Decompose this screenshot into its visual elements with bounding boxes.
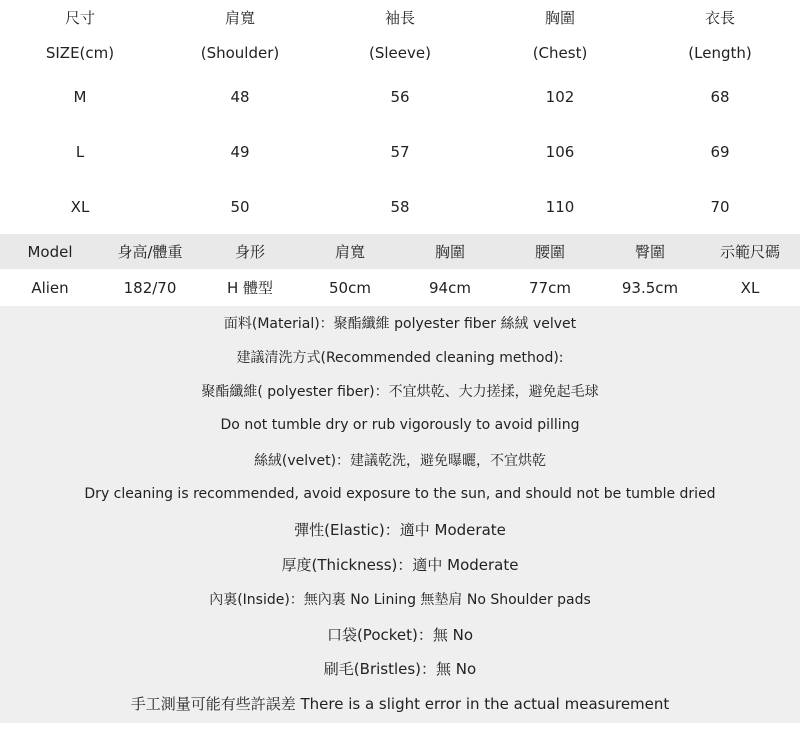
length-cell: 68 — [710, 88, 730, 106]
size-header-en: SIZE(cm) — [45, 43, 115, 62]
length-cell: 70 — [710, 198, 730, 216]
material-note: 面料(Material)：聚酯纖維 polyester fiber 絲絨 velvet — [223, 316, 577, 332]
size-header-zh: 尺寸 — [64, 9, 95, 27]
velvet-care-note-en: Dry cleaning is recommended, avoid exposure to the sun, and should not be tumble dried — [84, 486, 716, 502]
bristles-note: 刷毛(Bristles)：無 No — [323, 659, 477, 678]
velvet-care-note: 絲絨(velvet)：建議乾洗，避免曝曬，不宜烘乾 — [253, 453, 547, 469]
chest-header-en: (Chest) — [532, 43, 588, 62]
model-header-cell: 示範尺碼 — [719, 243, 780, 261]
sleeve-header-zh: 袖長 — [384, 9, 415, 27]
model-cell: 77cm — [529, 278, 571, 297]
sleeve-header-en: (Sleeve) — [369, 43, 431, 62]
model-cell: 50cm — [329, 278, 371, 297]
size-table-body — [0, 70, 800, 234]
polyester-care-note-en: Do not tumble dry or rub vigorously to avoid pilling — [220, 417, 580, 433]
model-header-cell: 臀圍 — [634, 243, 665, 261]
table-row — [0, 180, 800, 234]
length-header-en: (Length) — [688, 43, 752, 62]
sleeve-cell: 58 — [390, 198, 410, 216]
model-cell: 94cm — [429, 278, 471, 297]
chest-cell: 102 — [545, 88, 575, 106]
pocket-note: 口袋(Pocket)：無 No — [326, 625, 474, 644]
model-cell: H 體型 — [226, 279, 274, 297]
model-cell: XL — [740, 278, 760, 297]
model-header-cell: 身高/體重 — [117, 243, 183, 261]
chest-header-zh: 胸圍 — [544, 9, 575, 27]
inside-note: 內裏(Inside)：無內裏 No Lining 無墊肩 No Shoulder pads — [209, 592, 591, 608]
sleeve-cell: 56 — [390, 88, 410, 106]
model-header-cell: 肩寬 — [334, 243, 365, 261]
thickness-note: 厚度(Thickness)：適中 Moderate — [281, 555, 519, 574]
size-header-zh-row — [0, 0, 800, 35]
size-cell: M — [73, 88, 87, 106]
size-cell: L — [75, 143, 85, 161]
size-header-en-row — [0, 35, 800, 70]
table-row — [0, 70, 800, 124]
model-header-cell: 身形 — [234, 243, 265, 261]
size-cell: XL — [70, 198, 90, 216]
elastic-note: 彈性(Elastic)：適中 Moderate — [294, 520, 506, 539]
model-table-header — [0, 234, 800, 269]
table-row — [0, 125, 800, 179]
sleeve-cell: 57 — [390, 143, 410, 161]
model-cell: 182/70 — [123, 278, 177, 297]
model-header-cell: 腰圍 — [534, 243, 565, 261]
size-table-header — [0, 0, 800, 70]
shoulder-cell: 49 — [230, 143, 250, 161]
model-table-row — [0, 269, 800, 306]
cleaning-method-note: 建議清洗方式(Recommended cleaning method): — [236, 350, 564, 366]
model-header-cell: 胸圍 — [434, 243, 465, 261]
shoulder-header-en: (Shoulder) — [200, 43, 280, 62]
measurement-error-note: 手工測量可能有些許誤差 There is a slight error in the actual measurement — [130, 694, 670, 713]
model-cell: 93.5cm — [621, 278, 679, 297]
model-cell: Alien — [31, 278, 69, 297]
chest-cell: 106 — [545, 143, 575, 161]
length-header-zh: 衣長 — [704, 9, 735, 27]
model-header-cell: Model — [27, 242, 73, 261]
shoulder-cell: 48 — [230, 88, 250, 106]
polyester-care-note: 聚酯纖維( polyester fiber)：不宜烘乾、大力搓揉，避免起毛球 — [201, 384, 599, 400]
shoulder-cell: 50 — [230, 198, 250, 216]
material-notes — [0, 306, 800, 723]
shoulder-header-zh: 肩寬 — [224, 9, 255, 27]
chest-cell: 110 — [545, 198, 575, 216]
length-cell: 69 — [710, 143, 730, 161]
